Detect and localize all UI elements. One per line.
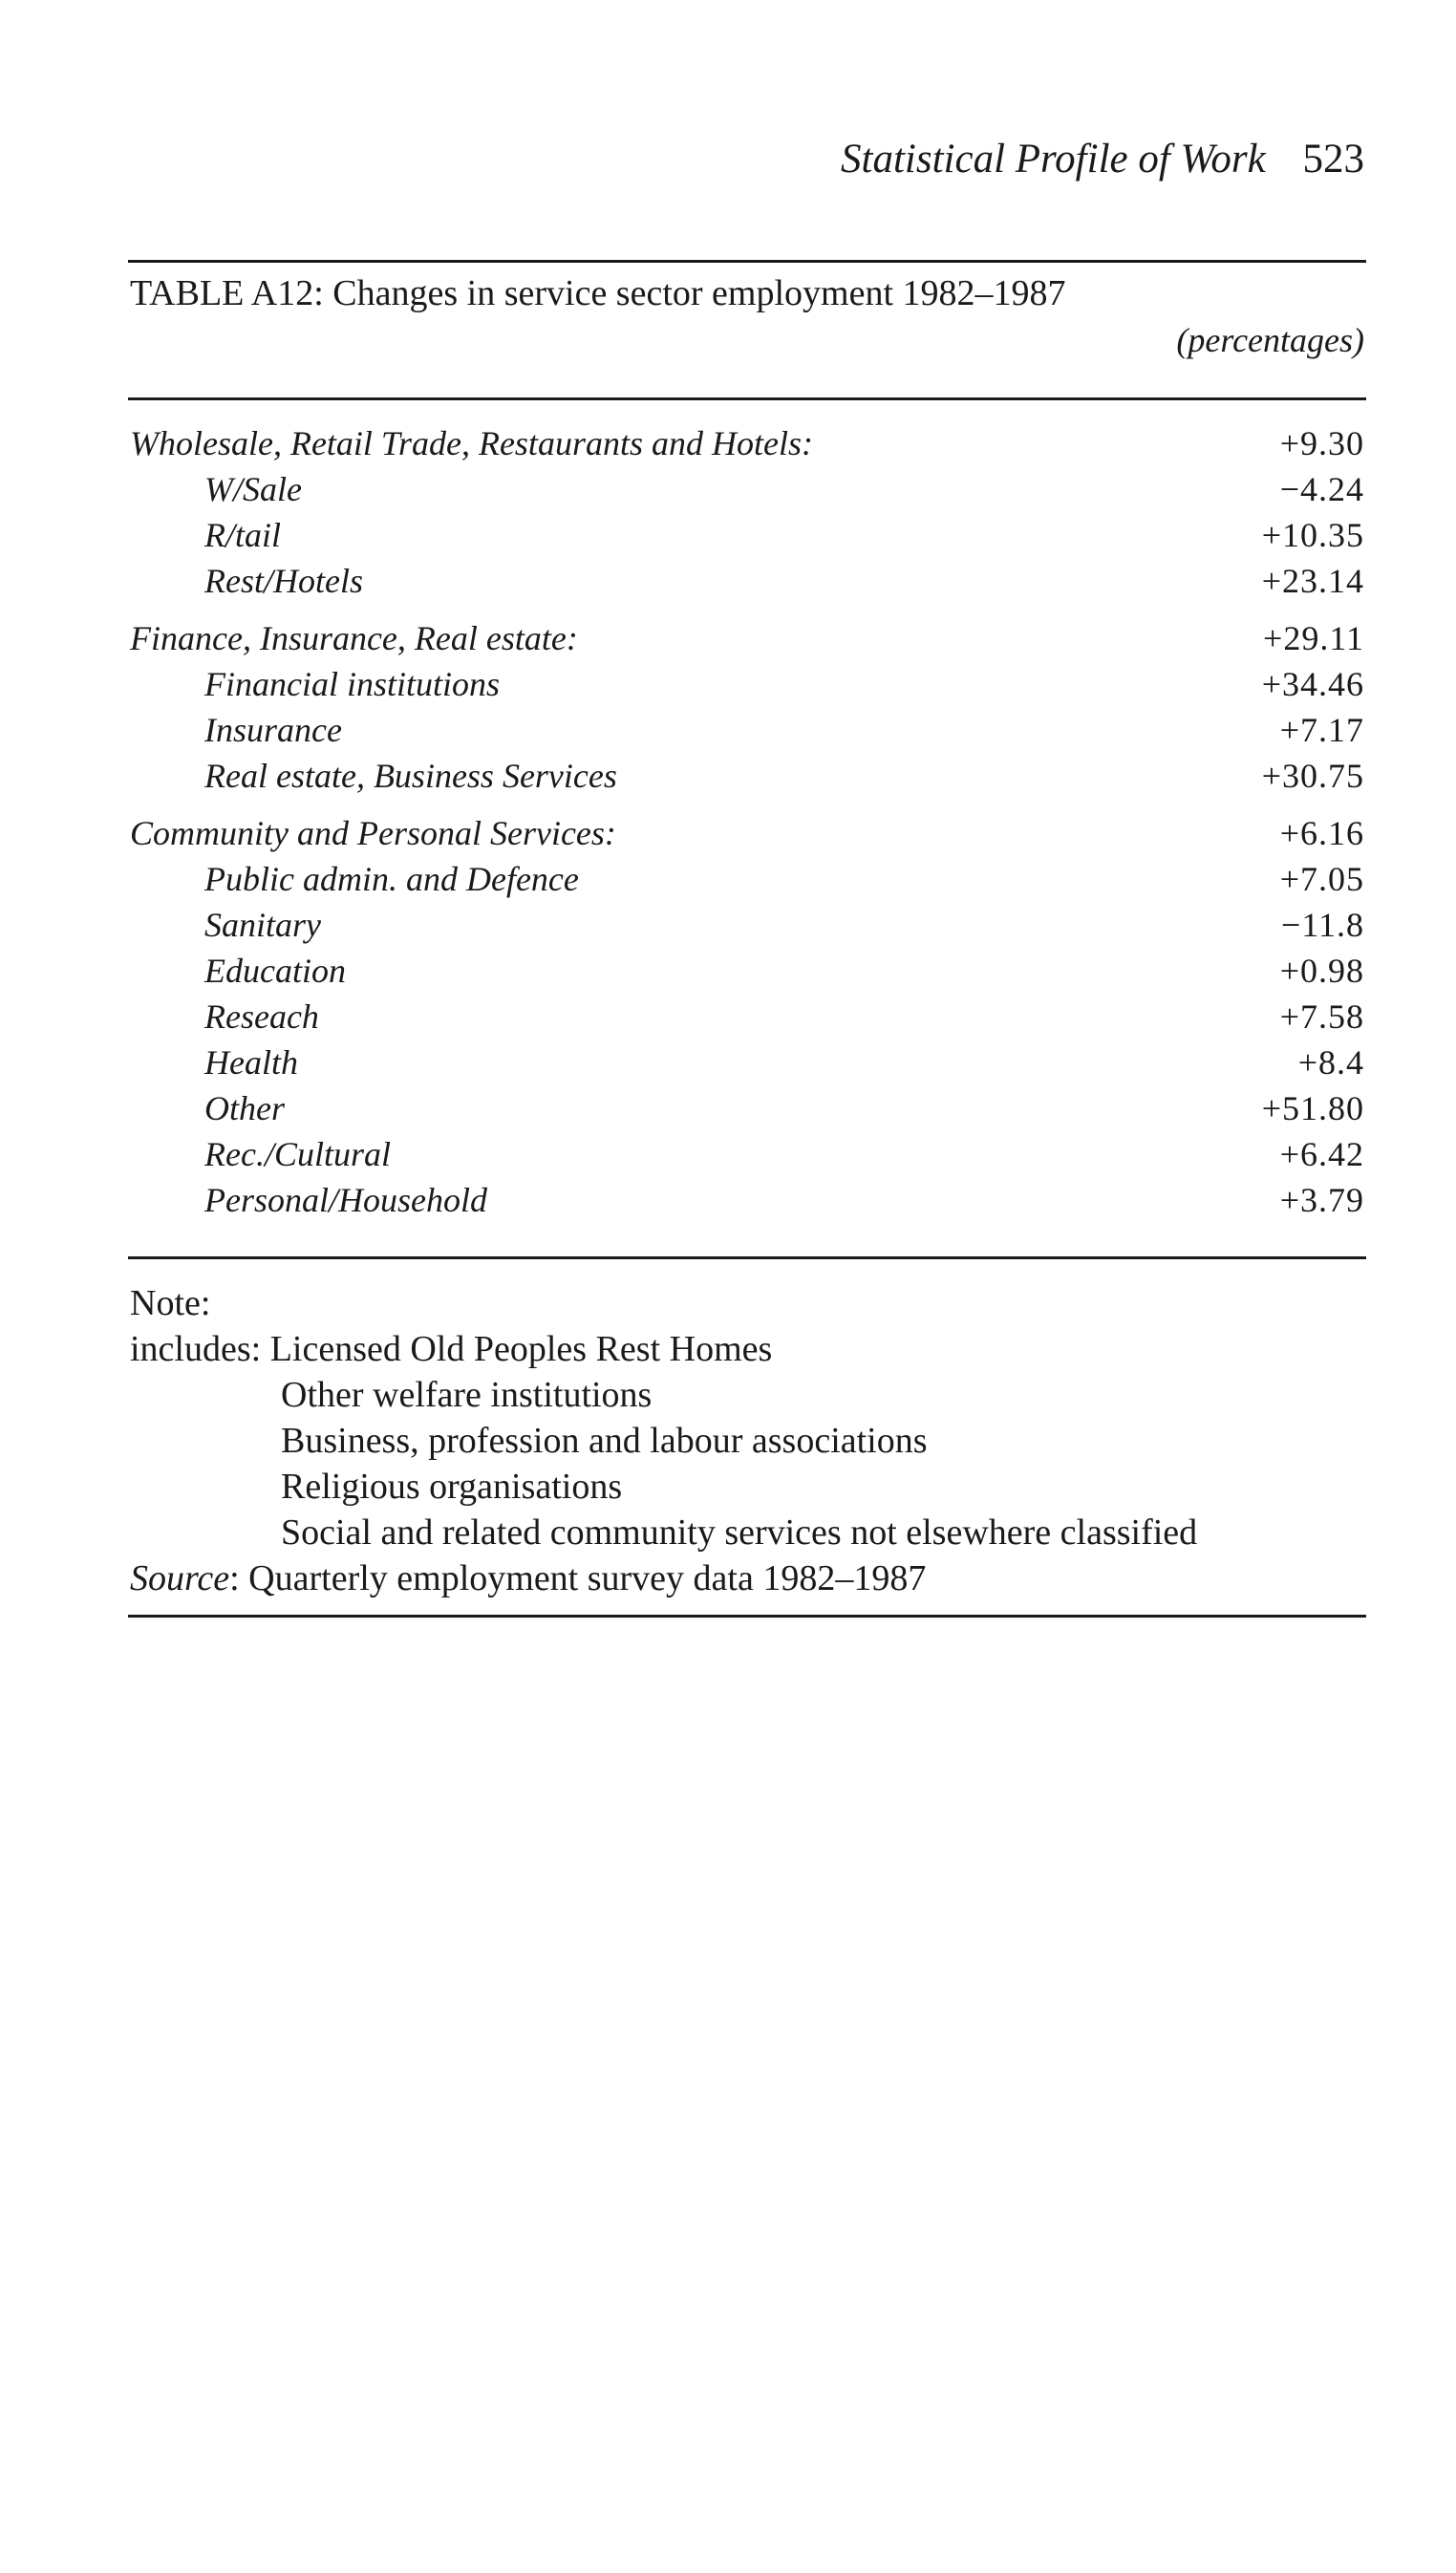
row-label: Sanitary	[204, 906, 321, 944]
table-caption: TABLE A12: Changes in service sector employment 1982–1987	[130, 273, 1066, 313]
table-unit: (percentages)	[1176, 321, 1364, 359]
note-includes-label: includes:	[130, 1329, 262, 1369]
group-value: +6.16	[1279, 814, 1364, 852]
source-line	[130, 1555, 1364, 1601]
group-value: +9.30	[1279, 424, 1364, 462]
notes-bottom-rule	[128, 1615, 1366, 1618]
source-label: Source	[130, 1558, 230, 1598]
table-group	[130, 420, 1364, 604]
row-label: Reseach	[204, 997, 319, 1036]
table-row	[130, 810, 1364, 856]
table-bottom-rule	[128, 1256, 1366, 1259]
row-value: +7.17	[1279, 711, 1364, 749]
table-row	[130, 856, 1364, 902]
table-row	[130, 948, 1364, 994]
table-row	[130, 707, 1364, 753]
table-row	[130, 512, 1364, 558]
row-value: −4.24	[1279, 470, 1364, 508]
table-row	[130, 1040, 1364, 1085]
table-row	[130, 661, 1364, 707]
row-label: Personal/Household	[204, 1181, 487, 1219]
note-include-item: Social and related community services not elsewhere classified	[281, 1512, 1198, 1553]
running-head-title: Statistical Profile of Work	[841, 137, 1266, 182]
group-label: Finance, Insurance, Real estate:	[130, 619, 578, 657]
row-label: Real estate, Business Services	[204, 757, 617, 795]
row-value: +3.79	[1279, 1181, 1364, 1219]
table-row	[130, 1085, 1364, 1131]
table-group	[130, 615, 1364, 799]
row-value: +7.58	[1279, 997, 1364, 1036]
row-value: +30.75	[1261, 757, 1364, 795]
source-text: : Quarterly employment survey data 1982–1987	[229, 1558, 927, 1598]
table-row	[130, 466, 1364, 512]
row-label: Rec./Cultural	[204, 1135, 391, 1173]
table-row	[130, 1177, 1364, 1223]
group-value: +29.11	[1263, 619, 1364, 657]
row-value: +8.4	[1297, 1043, 1364, 1082]
page-number: 523	[1302, 137, 1364, 182]
note-heading: Note:	[130, 1283, 211, 1323]
note-include-item: Licensed Old Peoples Rest Homes	[269, 1329, 773, 1369]
row-value: +51.80	[1261, 1089, 1364, 1127]
row-value: +6.42	[1279, 1135, 1364, 1173]
table-row	[130, 994, 1364, 1040]
row-value: +0.98	[1279, 952, 1364, 990]
table-row	[130, 1131, 1364, 1177]
data-table	[130, 420, 1364, 1234]
table-row	[130, 420, 1364, 466]
row-label: Insurance	[204, 711, 342, 749]
table-header-rule	[128, 397, 1366, 400]
table-row	[130, 615, 1364, 661]
table-row	[130, 753, 1364, 799]
table-top-rule	[128, 260, 1366, 263]
row-label: Rest/Hotels	[204, 562, 363, 600]
row-value: −11.8	[1281, 906, 1364, 944]
note-includes-line	[130, 1326, 1364, 1372]
table-row	[130, 902, 1364, 948]
table-row	[130, 558, 1364, 604]
note-include-item: Other welfare institutions	[281, 1375, 653, 1415]
row-label: Public admin. and Defence	[204, 860, 579, 898]
group-label: Wholesale, Retail Trade, Restaurants and Hotels:	[130, 424, 813, 462]
row-label: Health	[204, 1043, 298, 1082]
row-label: Education	[204, 952, 346, 990]
table-group	[130, 810, 1364, 1223]
row-label: Other	[204, 1089, 285, 1127]
row-value: +34.46	[1261, 665, 1364, 703]
row-value: +10.35	[1261, 516, 1364, 554]
note-include-item: Religious organisations	[281, 1467, 623, 1507]
note-include-item: Business, profession and labour associations	[281, 1421, 928, 1461]
row-label: Financial institutions	[204, 665, 501, 703]
table-notes	[130, 1280, 1364, 1601]
row-value: +7.05	[1279, 860, 1364, 898]
group-label: Community and Personal Services:	[130, 814, 616, 852]
row-label: W/Sale	[204, 470, 302, 508]
row-value: +23.14	[1261, 562, 1364, 600]
row-label: R/tail	[204, 516, 281, 554]
running-head	[841, 136, 1364, 182]
